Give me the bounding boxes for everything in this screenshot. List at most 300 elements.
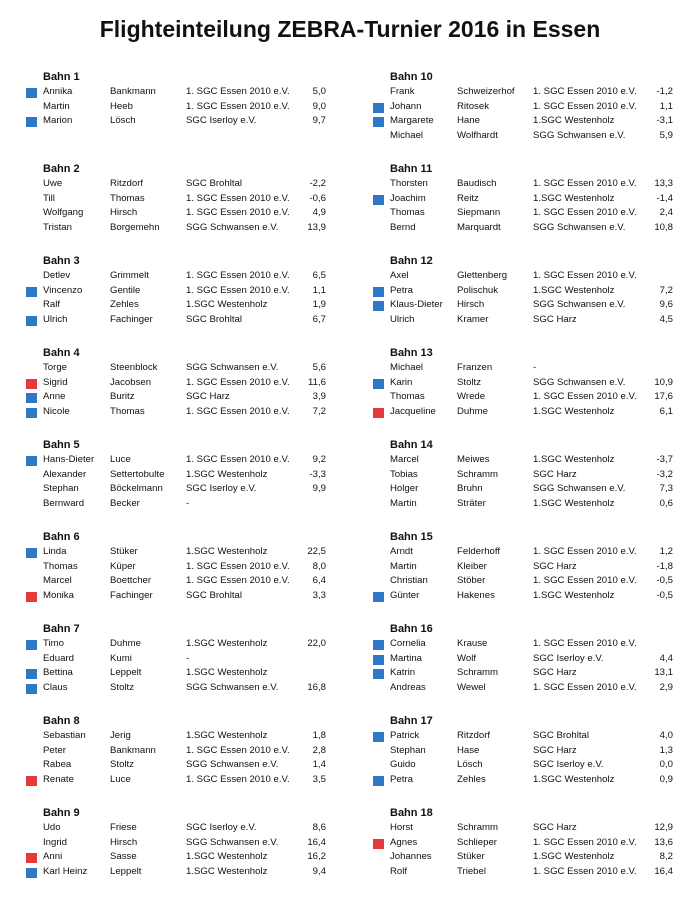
last-name: Leppelt bbox=[110, 667, 142, 678]
blue-marker-icon bbox=[373, 103, 384, 113]
handicap: 3,3 bbox=[312, 589, 326, 601]
player-row bbox=[371, 221, 700, 236]
club-name: SGG Schwansen e.V. bbox=[533, 129, 626, 141]
handicap: 6,4 bbox=[312, 575, 326, 586]
red-marker-icon bbox=[26, 592, 37, 602]
last-name: Stoltz bbox=[110, 759, 134, 770]
player-row bbox=[371, 313, 700, 328]
last-name: Ritzdorf bbox=[457, 730, 491, 741]
handicap: 4,5 bbox=[659, 313, 673, 325]
last-name: Reitz bbox=[457, 192, 479, 204]
last-name: Bruhn bbox=[457, 483, 483, 494]
club-name: 1.SGC Westenholz bbox=[533, 851, 615, 862]
last-name: Schramm bbox=[457, 667, 499, 678]
first-name: Uwe bbox=[43, 178, 63, 189]
player-row bbox=[371, 850, 700, 865]
page-title: Flighteinteilung ZEBRA-Turnier 2016 in Essen bbox=[99, 16, 601, 42]
player-row bbox=[24, 637, 364, 652]
last-name: Kumi bbox=[110, 652, 132, 664]
player-row bbox=[24, 192, 364, 207]
last-name: Thomas bbox=[110, 405, 145, 417]
player-row bbox=[371, 129, 700, 144]
first-name: Ulrich bbox=[43, 313, 68, 325]
last-name: Ritosek bbox=[457, 100, 489, 112]
flight-group bbox=[24, 714, 364, 806]
first-name: Udo bbox=[43, 822, 61, 833]
club-name: 1.SGC Westenholz bbox=[533, 589, 615, 601]
last-name: Ritzdorf bbox=[110, 178, 144, 189]
club-name: SGC Harz bbox=[533, 560, 577, 572]
club-name: 1.SGC Westenholz bbox=[533, 284, 615, 296]
bahn-heading: Bahn 15 bbox=[390, 531, 433, 543]
player-row bbox=[371, 652, 700, 667]
player-row bbox=[371, 589, 700, 604]
flight-group bbox=[24, 806, 364, 898]
last-name: Duhme bbox=[110, 638, 141, 649]
last-name: Küper bbox=[110, 560, 136, 572]
club-name: SGC Harz bbox=[186, 391, 230, 402]
first-name: Karl Heinz bbox=[43, 865, 88, 877]
first-name: Andreas bbox=[390, 681, 426, 693]
player-row bbox=[24, 666, 364, 681]
club-name: 1. SGC Essen 2010 e.V. bbox=[186, 270, 290, 281]
red-marker-icon bbox=[26, 853, 37, 863]
last-name: Kleiber bbox=[457, 560, 487, 572]
player-row bbox=[371, 744, 700, 759]
last-name: Stüker bbox=[110, 546, 138, 557]
last-name: Jacobsen bbox=[110, 376, 152, 388]
player-row bbox=[371, 192, 700, 207]
last-name: Polischuk bbox=[457, 284, 499, 296]
club-name: SGC Brohltal bbox=[186, 178, 242, 189]
handicap: 1,2 bbox=[659, 546, 673, 557]
handicap: -1,8 bbox=[656, 560, 673, 572]
flight-group bbox=[371, 530, 700, 622]
handicap: 13,6 bbox=[654, 836, 673, 848]
flight-group bbox=[371, 254, 700, 346]
blue-marker-icon bbox=[26, 669, 37, 679]
player-row bbox=[24, 221, 364, 236]
last-name: Wewel bbox=[457, 681, 486, 693]
handicap: -3,2 bbox=[656, 468, 673, 480]
first-name: Rolf bbox=[390, 865, 408, 877]
red-marker-icon bbox=[26, 776, 37, 786]
first-name: Tristan bbox=[43, 221, 72, 233]
first-name: Till bbox=[43, 192, 55, 204]
last-name: Zehles bbox=[110, 299, 139, 310]
first-name: Marcel bbox=[390, 454, 419, 465]
club-name: 1. SGC Essen 2010 e.V. bbox=[186, 773, 290, 785]
handicap: -2,2 bbox=[309, 178, 326, 189]
player-row bbox=[24, 206, 364, 221]
first-name: Timo bbox=[43, 638, 64, 649]
handicap: 22,5 bbox=[307, 546, 326, 557]
handicap: 9,7 bbox=[312, 115, 326, 126]
last-name: Meiwes bbox=[457, 454, 490, 465]
last-name: Gentile bbox=[110, 284, 141, 296]
flight-group bbox=[371, 622, 700, 714]
last-name: Triebel bbox=[457, 865, 486, 877]
first-name: Ulrich bbox=[390, 313, 415, 325]
player-row bbox=[371, 865, 700, 880]
handicap: 5,6 bbox=[312, 362, 326, 373]
last-name: Heeb bbox=[110, 100, 133, 112]
club-name: 1. SGC Essen 2010 e.V. bbox=[533, 546, 637, 557]
player-row bbox=[24, 729, 364, 744]
player-row bbox=[24, 114, 364, 129]
handicap: -3,7 bbox=[656, 454, 673, 465]
player-row bbox=[371, 681, 700, 696]
flight-group bbox=[24, 438, 364, 530]
bahn-heading: Bahn 1 bbox=[43, 71, 80, 83]
last-name: Luce bbox=[110, 773, 131, 785]
handicap: -0,6 bbox=[309, 192, 326, 204]
last-name: Stöber bbox=[457, 575, 486, 586]
first-name: Michael bbox=[390, 362, 424, 373]
first-name: Bernd bbox=[390, 221, 416, 233]
handicap: 4,9 bbox=[312, 207, 326, 218]
last-name: Buritz bbox=[110, 391, 135, 402]
handicap: 16,8 bbox=[307, 681, 326, 693]
club-name: 1. SGC Essen 2010 e.V. bbox=[533, 638, 637, 649]
club-name: SGC Harz bbox=[533, 313, 577, 325]
blue-marker-icon bbox=[26, 684, 37, 694]
first-name: Nicole bbox=[43, 405, 70, 417]
bahn-heading: Bahn 16 bbox=[390, 623, 433, 635]
player-row bbox=[371, 206, 700, 221]
blue-marker-icon bbox=[26, 117, 37, 127]
first-name: Martina bbox=[390, 652, 422, 664]
player-row bbox=[24, 545, 364, 560]
first-name: Ingrid bbox=[43, 836, 67, 848]
handicap: 4,4 bbox=[659, 652, 673, 664]
last-name: Bankmann bbox=[110, 744, 156, 756]
bahn-heading: Bahn 9 bbox=[43, 807, 80, 819]
last-name: Glettenberg bbox=[457, 270, 508, 281]
first-name: Bernward bbox=[43, 497, 85, 509]
player-row bbox=[371, 773, 700, 788]
handicap: 5,9 bbox=[659, 129, 673, 141]
club-name: SGC Harz bbox=[533, 468, 577, 480]
player-row bbox=[24, 850, 364, 865]
first-name: Marion bbox=[43, 115, 73, 126]
handicap: 1,4 bbox=[312, 759, 326, 770]
last-name: Thomas bbox=[110, 192, 145, 204]
first-name: Peter bbox=[43, 744, 66, 756]
blue-marker-icon bbox=[373, 379, 384, 389]
club-name: 1. SGC Essen 2010 e.V. bbox=[533, 270, 637, 281]
player-row bbox=[371, 836, 700, 851]
first-name: Thomas bbox=[390, 207, 425, 218]
last-name: Schweizerhof bbox=[457, 86, 515, 97]
last-name: Bankmann bbox=[110, 86, 156, 97]
last-name: Hase bbox=[457, 744, 480, 756]
blue-marker-icon bbox=[26, 456, 37, 466]
last-name: Sträter bbox=[457, 497, 486, 509]
blue-marker-icon bbox=[26, 868, 37, 878]
first-name: Bettina bbox=[43, 667, 73, 678]
left-column bbox=[24, 70, 364, 898]
bahn-heading: Bahn 11 bbox=[390, 163, 433, 175]
blue-marker-icon bbox=[373, 117, 384, 127]
handicap: -1,2 bbox=[656, 86, 673, 97]
red-marker-icon bbox=[26, 379, 37, 389]
first-name: Thorsten bbox=[390, 178, 428, 189]
last-name: Jerig bbox=[110, 730, 131, 741]
first-name: Alexander bbox=[43, 468, 87, 480]
last-name: Siepmann bbox=[457, 207, 501, 218]
first-name: Wolfgang bbox=[43, 207, 84, 218]
first-name: Johannes bbox=[390, 851, 432, 862]
first-name: Günter bbox=[390, 589, 420, 601]
handicap: 12,9 bbox=[654, 822, 673, 833]
club-name: SGG Schwansen e.V. bbox=[186, 759, 279, 770]
last-name: Friese bbox=[110, 822, 137, 833]
club-name: SGC Brohltal bbox=[533, 730, 589, 741]
first-name: Martin bbox=[43, 100, 70, 112]
handicap: 13,9 bbox=[307, 221, 326, 233]
first-name: Martin bbox=[390, 560, 417, 572]
first-name: Frank bbox=[390, 86, 415, 97]
handicap: 2,4 bbox=[659, 207, 673, 218]
player-row bbox=[24, 100, 364, 115]
handicap: 16,4 bbox=[307, 836, 326, 848]
blue-marker-icon bbox=[373, 592, 384, 602]
last-name: Schramm bbox=[457, 468, 499, 480]
handicap: 1,8 bbox=[312, 730, 326, 741]
handicap: -0,5 bbox=[656, 589, 673, 601]
handicap: 2,9 bbox=[659, 681, 673, 693]
player-row bbox=[24, 468, 364, 483]
first-name: Thomas bbox=[43, 560, 78, 572]
last-name: Hirsch bbox=[457, 299, 485, 310]
player-row bbox=[371, 482, 700, 497]
handicap: 9,4 bbox=[312, 865, 326, 877]
club-name: 1.SGC Westenholz bbox=[533, 497, 615, 509]
blue-marker-icon bbox=[26, 640, 37, 650]
player-row bbox=[371, 758, 700, 773]
handicap: 9,2 bbox=[312, 454, 326, 465]
first-name: Linda bbox=[43, 546, 67, 557]
player-row bbox=[24, 589, 364, 604]
player-row bbox=[371, 390, 700, 405]
flight-group bbox=[371, 806, 700, 898]
last-name: Baudisch bbox=[457, 178, 497, 189]
handicap: 2,8 bbox=[312, 744, 326, 756]
blue-marker-icon bbox=[26, 393, 37, 403]
last-name: Franzen bbox=[457, 362, 493, 373]
player-row bbox=[371, 177, 700, 192]
flight-group bbox=[24, 622, 364, 714]
club-name: 1. SGC Essen 2010 e.V. bbox=[186, 86, 290, 97]
handicap: 1,1 bbox=[312, 284, 326, 296]
last-name: Becker bbox=[110, 497, 140, 509]
handicap: 6,7 bbox=[312, 313, 326, 325]
club-name: SGC Iserloy e.V. bbox=[533, 759, 604, 770]
flight-group bbox=[24, 346, 364, 438]
bahn-heading: Bahn 4 bbox=[43, 347, 80, 359]
handicap: 8,2 bbox=[659, 851, 673, 862]
bahn-heading: Bahn 6 bbox=[43, 531, 80, 543]
handicap: 7,2 bbox=[312, 405, 326, 417]
player-row bbox=[24, 744, 364, 759]
last-name: Wolfhardt bbox=[457, 129, 498, 141]
player-row bbox=[371, 560, 700, 575]
player-row bbox=[371, 666, 700, 681]
first-name: Karin bbox=[390, 376, 413, 388]
first-name: Tobias bbox=[390, 468, 418, 480]
first-name: Patrick bbox=[390, 730, 420, 741]
player-row bbox=[24, 313, 364, 328]
handicap: 8,6 bbox=[312, 822, 326, 833]
last-name: Hakenes bbox=[457, 589, 495, 601]
last-name: Settertobulte bbox=[110, 468, 165, 480]
player-row bbox=[371, 269, 700, 284]
handicap: 1,9 bbox=[312, 299, 326, 310]
handicap: 7,2 bbox=[659, 284, 673, 296]
handicap: 17,6 bbox=[654, 391, 673, 402]
flight-group bbox=[24, 162, 364, 254]
last-name: Fachinger bbox=[110, 589, 153, 601]
handicap: 9,0 bbox=[312, 100, 326, 112]
bahn-heading: Bahn 12 bbox=[390, 255, 433, 267]
club-name: 1. SGC Essen 2010 e.V. bbox=[533, 207, 637, 218]
flight-group bbox=[371, 438, 700, 530]
club-name: 1.SGC Westenholz bbox=[186, 638, 268, 649]
flight-group bbox=[24, 70, 364, 162]
handicap: 0,0 bbox=[659, 759, 673, 770]
first-name: Horst bbox=[390, 822, 413, 833]
last-name: Schlieper bbox=[457, 836, 497, 848]
club-name: 1. SGC Essen 2010 e.V. bbox=[533, 681, 637, 693]
club-name: SGC Iserloy e.V. bbox=[533, 652, 604, 664]
club-name: 1.SGC Westenholz bbox=[533, 454, 615, 465]
flight-group bbox=[371, 70, 700, 162]
first-name: Ralf bbox=[43, 299, 61, 310]
first-name: Stephan bbox=[390, 744, 426, 756]
flight-group bbox=[371, 714, 700, 806]
club-name: 1. SGC Essen 2010 e.V. bbox=[533, 391, 637, 402]
last-name: Böckelmann bbox=[110, 483, 163, 494]
flight-group bbox=[371, 162, 700, 254]
last-name: Fachinger bbox=[110, 313, 153, 325]
handicap: 4,0 bbox=[659, 730, 673, 741]
first-name: Eduard bbox=[43, 652, 74, 664]
club-name: 1.SGC Westenholz bbox=[533, 115, 615, 126]
bahn-heading: Bahn 8 bbox=[43, 715, 80, 727]
last-name: Wrede bbox=[457, 391, 486, 402]
club-name: 1.SGC Westenholz bbox=[186, 299, 268, 310]
player-row bbox=[24, 177, 364, 192]
last-name: Leppelt bbox=[110, 865, 142, 877]
handicap: 3,9 bbox=[312, 391, 326, 402]
last-name: Lösch bbox=[110, 115, 136, 126]
blue-marker-icon bbox=[373, 776, 384, 786]
player-row bbox=[371, 729, 700, 744]
last-name: Luce bbox=[110, 454, 131, 465]
handicap: 9,6 bbox=[659, 299, 673, 310]
handicap: 11,6 bbox=[308, 376, 326, 388]
player-row bbox=[24, 361, 364, 376]
first-name: Guido bbox=[390, 759, 416, 770]
first-name: Petra bbox=[390, 284, 413, 296]
handicap: 7,3 bbox=[659, 483, 673, 494]
club-name: SGC Brohltal bbox=[186, 589, 242, 601]
bahn-heading: Bahn 13 bbox=[390, 347, 433, 359]
bahn-heading: Bahn 7 bbox=[43, 623, 80, 635]
handicap: -0,5 bbox=[656, 575, 673, 586]
first-name: Christian bbox=[390, 575, 428, 586]
first-name: Holger bbox=[390, 483, 419, 494]
club-name: 1. SGC Essen 2010 e.V. bbox=[186, 744, 290, 756]
first-name: Torge bbox=[43, 362, 67, 373]
player-row bbox=[371, 361, 700, 376]
flight-group bbox=[24, 254, 364, 346]
player-row bbox=[24, 773, 364, 788]
club-name: SGC Harz bbox=[533, 667, 577, 678]
club-name: - bbox=[186, 652, 190, 664]
handicap: 6,5 bbox=[312, 270, 326, 281]
blue-marker-icon bbox=[373, 301, 384, 311]
player-row bbox=[24, 453, 364, 468]
handicap: 5,0 bbox=[312, 86, 326, 97]
bahn-heading: Bahn 18 bbox=[390, 807, 433, 819]
player-row bbox=[24, 574, 364, 589]
club-name: SGC Harz bbox=[533, 822, 577, 833]
player-row bbox=[371, 114, 700, 129]
player-row bbox=[371, 284, 700, 299]
player-row bbox=[24, 681, 364, 696]
handicap: 0,6 bbox=[659, 497, 673, 509]
player-row bbox=[24, 405, 364, 420]
first-name: Anni bbox=[43, 851, 63, 862]
handicap: 0,9 bbox=[659, 773, 673, 785]
first-name: Johann bbox=[390, 100, 422, 112]
club-name: SGG Schwansen e.V. bbox=[186, 221, 279, 233]
club-name: 1. SGC Essen 2010 e.V. bbox=[186, 454, 290, 465]
blue-marker-icon bbox=[373, 669, 384, 679]
first-name: Sigrid bbox=[43, 376, 68, 388]
blue-marker-icon bbox=[26, 408, 37, 418]
player-row bbox=[371, 574, 700, 589]
last-name: Stoltz bbox=[110, 681, 134, 693]
last-name: Kramer bbox=[457, 313, 489, 325]
blue-marker-icon bbox=[26, 287, 37, 297]
last-name: Sasse bbox=[110, 851, 137, 862]
handicap: 1,3 bbox=[659, 744, 673, 756]
handicap: 9,9 bbox=[312, 483, 326, 494]
club-name: SGC Brohltal bbox=[186, 313, 242, 325]
first-name: Marcel bbox=[43, 575, 72, 586]
last-name: Stoltz bbox=[457, 376, 481, 388]
club-name: SGC Iserloy e.V. bbox=[186, 822, 257, 833]
club-name: 1.SGC Westenholz bbox=[533, 773, 615, 785]
first-name: Annika bbox=[43, 86, 73, 97]
last-name: Boettcher bbox=[110, 575, 152, 586]
blue-marker-icon bbox=[373, 640, 384, 650]
first-name: Martin bbox=[390, 497, 417, 509]
club-name: 1. SGC Essen 2010 e.V. bbox=[533, 836, 637, 848]
club-name: - bbox=[186, 497, 190, 509]
handicap: 10,9 bbox=[654, 376, 673, 388]
handicap: 1,1 bbox=[659, 100, 673, 112]
club-name: - bbox=[533, 362, 537, 373]
last-name: Marquardt bbox=[457, 221, 501, 233]
club-name: 1.SGC Westenholz bbox=[186, 851, 268, 862]
handicap: -1,4 bbox=[656, 192, 673, 204]
club-name: 1. SGC Essen 2010 e.V. bbox=[533, 865, 637, 877]
player-row bbox=[371, 545, 700, 560]
